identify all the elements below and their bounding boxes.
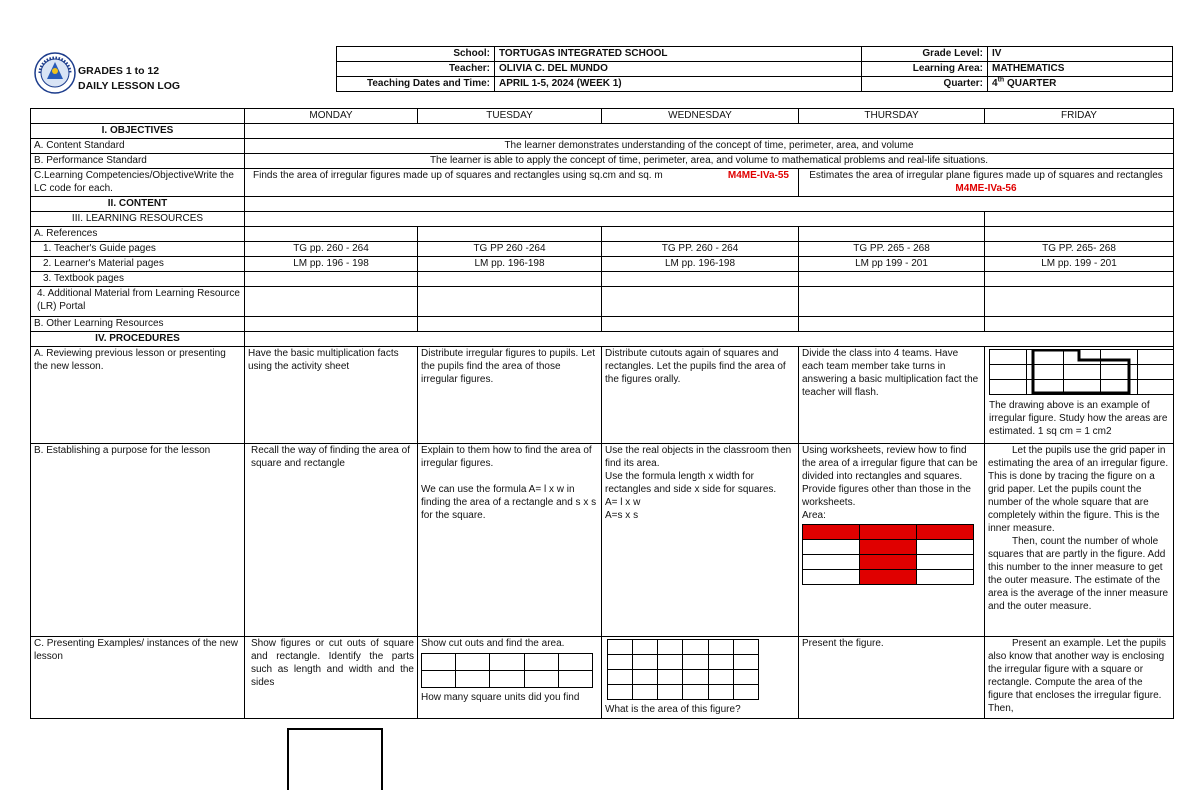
- procedure-a-monday: Have the basic multiplication facts using the activity sheet: [245, 347, 418, 444]
- procedure-b-wednesday-2: Use the formula length x width for rectangles and side x side for squares.: [605, 471, 777, 495]
- competency-1: [245, 169, 799, 197]
- textbook-label: 3. Textbook pages: [31, 272, 245, 287]
- content-standard-text: The learner demonstrates understanding of the concept of time, perimeter, area, and volume: [245, 139, 1174, 154]
- grade-level-value: IV: [988, 47, 1173, 62]
- day-tuesday: TUESDAY: [418, 109, 602, 124]
- tg-friday: TG PP. 265- 268: [985, 242, 1174, 257]
- procedure-a-friday-text: The drawing above is an example of irregular figure. Study how the areas are estimated. 1 sq cm = 1 cm2: [989, 400, 1168, 437]
- irregular-figure-outline: [989, 349, 1174, 395]
- irregular-figure-drawing: [989, 349, 1169, 395]
- square-figure-box: [287, 728, 383, 790]
- competency-2: [799, 169, 1174, 197]
- quarter-word: QUARTER: [1004, 78, 1057, 89]
- procedure-b-wednesday-1: Use the real objects in the classroom then find its area.: [605, 445, 792, 469]
- procedure-b-friday: [985, 444, 1174, 637]
- procedure-a-thursday: Divide the class into 4 teams. Have each team member take turns in answering a basic multiplication fact the teacher will flash.: [799, 347, 985, 444]
- procedure-b-thursday: [799, 444, 985, 637]
- references-label: A. References: [31, 227, 245, 242]
- tg-tuesday: TG PP 260 -264: [418, 242, 602, 257]
- procedure-b-monday: Recall the way of finding the area of square and rectangle: [245, 444, 418, 637]
- tg-thursday: TG PP. 265 - 268: [799, 242, 985, 257]
- lm-tuesday: LM pp. 196-198: [418, 257, 602, 272]
- school-value: TORTUGAS INTEGRATED SCHOOL: [495, 47, 862, 62]
- procedure-b-friday-2: Then, count the number of whole squares that are partly in the figure. Add this number to the inner measure to get the outer measure. The estimate of the area is the average of the inner measure and the outer measure.: [988, 536, 1169, 612]
- procedure-b-wednesday: [602, 444, 799, 637]
- procedure-a-friday: [985, 347, 1174, 444]
- procedure-b-thursday-area: Area:: [802, 510, 826, 521]
- procedure-c-tuesday-1: Show cut outs and find the area.: [421, 638, 565, 649]
- tuesday-cutout-grid: [421, 653, 593, 688]
- procedure-c-friday: Present an example. Let the pupils also know that another way is enclosing the irregular figure with a square or rectangle. Compute the area of the figure that encloses the irregular figure. Then,: [985, 637, 1174, 719]
- teacher-value: OLIVIA C. DEL MUNDO: [495, 62, 862, 77]
- objectives-heading: I. OBJECTIVES: [31, 124, 245, 139]
- header-info-table: [336, 46, 1173, 92]
- procedure-b-label: B. Establishing a purpose for the lesson: [31, 444, 245, 637]
- procedure-b-friday-1: Let the pupils use the grid paper in estimating the area of an irregular figure. This is done by tracing the figure on a grid paper. Let the pupils count the number of the whole square that are completely within the figure. This is the inner measure.: [988, 445, 1169, 534]
- day-header-row: [31, 109, 1174, 124]
- procedure-c-wednesday: [602, 637, 799, 719]
- procedure-c-monday: Show figures or cut outs of square and rectangle. Identify the parts such as length and width and the sides: [245, 637, 418, 719]
- procedure-c-tuesday-2: How many square units did you find: [421, 692, 580, 703]
- competency-2-code: M4ME-IVa-56: [955, 183, 1017, 194]
- learning-resources-heading: III. LEARNING RESOURCES: [31, 212, 245, 227]
- procedure-a-row: [31, 347, 1174, 444]
- lm-monday: LM pp. 196 - 198: [245, 257, 418, 272]
- procedure-c-wednesday-text: What is the area of this figure?: [605, 704, 741, 715]
- content-standard-label: A. Content Standard: [31, 139, 245, 154]
- quarter-suffix: th: [997, 76, 1005, 84]
- content-heading: II. CONTENT: [31, 197, 245, 212]
- procedure-b-thursday-text: Using worksheets, review how to find the area of a irregular figure that can be divided into rectangles and squares. Provide figures other than those in the worksheets.: [802, 445, 978, 508]
- learning-area-value: MATHEMATICS: [988, 62, 1173, 77]
- day-monday: MONDAY: [245, 109, 418, 124]
- competency-1-text: Finds the area of irregular figures made up of squares and rectangles using sq.cm and sq. m: [253, 170, 663, 181]
- procedure-c-thursday: Present the figure.: [799, 637, 985, 719]
- performance-standard-label: B. Performance Standard: [31, 154, 245, 169]
- tg-monday: TG pp. 260 - 264: [245, 242, 418, 257]
- quarter-label: Quarter:: [862, 77, 988, 92]
- performance-standard-text: The learner is able to apply the concept of time, perimeter, area, and volume to mathematical problems and real-life situations.: [245, 154, 1174, 169]
- teacher-label: Teacher:: [337, 62, 495, 77]
- procedure-b-tuesday-2: We can use the formula A= l x w in finding the area of a rectangle and s x s for the square.: [421, 484, 597, 521]
- title-line-1: GRADES 1 to 12: [78, 65, 160, 77]
- lm-thursday: LM pp 199 - 201: [799, 257, 985, 272]
- competency-1-code: M4ME-IVa-55: [727, 170, 789, 181]
- procedure-c-tuesday: [418, 637, 602, 719]
- procedure-b-tuesday: [418, 444, 602, 637]
- procedure-a-label: A. Reviewing previous lesson or presenting the new lesson.: [31, 347, 245, 444]
- school-label: School:: [337, 47, 495, 62]
- teachers-guide-label: 1. Teacher's Guide pages: [31, 242, 245, 257]
- quarter-number: 4: [992, 78, 998, 89]
- lesson-log-table: [30, 108, 1174, 719]
- learners-material-label: 2. Learner's Material pages: [31, 257, 245, 272]
- competency-label: C.Learning Competencies/ObjectiveWrite the LC code for each.: [31, 169, 245, 197]
- lm-wednesday: LM pp. 196-198: [602, 257, 799, 272]
- procedure-a-tuesday: Distribute irregular figures to pupils. Let the pupils find the area of those irregular figures.: [418, 347, 602, 444]
- day-wednesday: WEDNESDAY: [602, 109, 799, 124]
- procedure-b-wednesday-3: A= l x w: [605, 497, 641, 508]
- other-resources-label: B. Other Learning Resources: [31, 317, 245, 332]
- teaching-dates-value: APRIL 1-5, 2024 (WEEK 1): [495, 77, 862, 92]
- procedure-c-label: C. Presenting Examples/ instances of the new lesson: [31, 637, 245, 719]
- wednesday-figure-grid: [607, 639, 759, 700]
- deped-seal-logo: [34, 52, 76, 94]
- document-title: [78, 64, 180, 94]
- teaching-dates-label: Teaching Dates and Time:: [337, 77, 495, 92]
- red-area-figure: [802, 524, 974, 585]
- quarter-value: [988, 77, 1173, 92]
- procedure-b-tuesday-1: Explain to them how to find the area of irregular figures.: [421, 445, 592, 469]
- procedure-b-wednesday-4: A=s x s: [605, 510, 639, 521]
- procedure-b-row: [31, 444, 1174, 637]
- learning-area-label: Learning Area:: [862, 62, 988, 77]
- procedure-c-row: [31, 637, 1174, 719]
- tg-wednesday: TG PP. 260 - 264: [602, 242, 799, 257]
- competency-2-text: Estimates the area of irregular plane figures made up of squares and rectangles: [809, 170, 1163, 181]
- procedures-heading: IV. PROCEDURES: [31, 332, 245, 347]
- day-thursday: THURSDAY: [799, 109, 985, 124]
- lm-friday: LM pp. 199 - 201: [985, 257, 1174, 272]
- title-line-2: DAILY LESSON LOG: [78, 80, 181, 92]
- procedure-a-wednesday: Distribute cutouts again of squares and rectangles. Let the pupils find the area of the figures orally.: [602, 347, 799, 444]
- additional-material-label: 4. Additional Material from Learning Resource (LR) Portal: [31, 287, 245, 317]
- day-friday: FRIDAY: [985, 109, 1174, 124]
- grade-level-label: Grade Level:: [862, 47, 988, 62]
